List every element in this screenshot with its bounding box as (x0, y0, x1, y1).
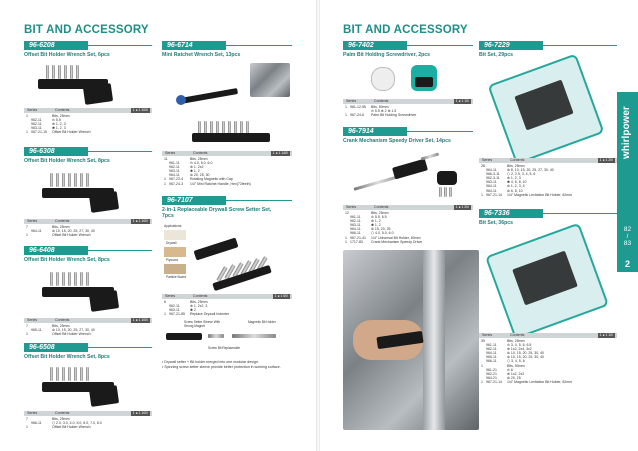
spec-row (479, 193, 617, 197)
product-code: 96-6714 (162, 41, 226, 50)
spec-desc: Bits, 25mm (507, 164, 525, 168)
product-image (479, 61, 617, 156)
spec-qty: 35 (481, 339, 485, 343)
drywall-swatch (164, 230, 186, 240)
product-image (24, 167, 152, 217)
spec-part-no: 964-11 (169, 173, 180, 178)
spec-qty: 1 (26, 425, 28, 430)
spec-header: Series Contents 1 ● 1 100/ (24, 108, 152, 113)
spec-part-no: 962-11 (31, 122, 42, 127)
spec-part-no: 967-24-6 (350, 113, 365, 118)
product-96-6408 (24, 246, 152, 336)
product-title: Bit Set, 29pcs (479, 52, 514, 58)
spec-desc: ⊝ 5.5, 6.5 (371, 215, 387, 220)
spec-rows (479, 164, 617, 197)
spec-rows (24, 114, 152, 134)
spec-desc: 1/4" Magnetic Levitation Bit Holder, 62mm (507, 192, 573, 197)
diagram-label: Screw Setter Sleeve With Strong Magnet (184, 320, 221, 329)
spec-part-no: 964-11 (350, 227, 361, 232)
pack-icon: 1 ● 1 100/ (132, 411, 148, 415)
spec-desc: Offset Bit Holder Wrench (52, 332, 91, 337)
product-image (162, 61, 292, 149)
spec-desc: Bits, 25mm (52, 114, 70, 118)
spec-row (162, 182, 292, 186)
spec-desc: ⊛ 10, 15, 20, 25, 27, 30, 40 (52, 229, 95, 234)
page-number: 83 (623, 240, 632, 247)
spec-desc: Bits, 25mm (371, 211, 389, 215)
spec-part-no: 962-3-11 (486, 176, 500, 181)
spec-desc: Bits, 25mm (52, 417, 70, 421)
product-code: 96-7336 (479, 209, 543, 218)
spec-desc: ⊕ 1, 2 (371, 219, 381, 224)
product-title: Offset Bit Holder Wrench Set, 6pcs (24, 52, 110, 58)
spec-header: Series Contents 1 ● 1 60/ (162, 294, 292, 299)
spec-part-no: 967-21-14 (486, 379, 502, 384)
spec-desc: 1/4" Mini Ratchet Handle, Hex(72teeth) (190, 181, 251, 186)
product-code: 96-6508 (24, 343, 88, 352)
spec-part-no: 961-11 (486, 343, 497, 348)
spec-part-no: 962-11 (31, 118, 42, 123)
product-title: Crank Mechanism Speedy Driver Set, 14pcs (343, 138, 451, 144)
spec-desc: ✱ 1, 2, 3 (52, 126, 66, 131)
spec-qty: 1 (481, 192, 483, 197)
product-96-6714 (162, 41, 292, 186)
spec-desc: ⊝ 4.0, 5.0, 6.0 (190, 161, 213, 166)
spec-desc: Crank Mechanism Speedy Driver (371, 239, 423, 244)
spec-part-no: 967-24-3 (169, 181, 184, 186)
spec-qty: 1 (345, 105, 347, 109)
pack-icon: 1 ● 1 10/ (599, 333, 613, 337)
spec-part-no: 962-21 (486, 371, 497, 376)
pack-icon: 1 ● 1 100/ (132, 318, 148, 322)
pack-icon: 1 ● 1 100/ (132, 219, 148, 223)
spec-qty: 7 (26, 225, 28, 229)
spec-part-no: 965-11 (31, 328, 42, 333)
spec-part-no: 964-11 (486, 351, 497, 356)
spec-desc: ⬡ 3, 4, 5, 6 (507, 359, 525, 364)
spec-qty: 1 (26, 233, 28, 238)
spec-part-no (31, 233, 52, 237)
spec-rows (162, 300, 292, 316)
spec-header: Series Contents 1 ● 1 20/ (343, 205, 473, 210)
product-title: 2-in-1 Replaceable Drywall Screw Setter Set, 7pcs (162, 207, 272, 219)
spec-part-no: 966-11 (31, 421, 42, 426)
spec-part-no: 964-11 (486, 184, 497, 189)
product-96-7336 (479, 209, 617, 384)
spec-desc: ⬡ 4.0, 5.0, 6.0 (371, 231, 394, 236)
spec-part-no: 961-12-55 (350, 105, 366, 109)
product-image (24, 363, 152, 409)
spec-qty: 1 (164, 177, 166, 182)
product-title: Offset Bit Holder Wrench Set, 8pcs (24, 158, 110, 164)
spec-header: Series Contents 1 ● 1 100/ (24, 318, 152, 323)
product-image (343, 147, 473, 203)
spec-desc: Bits, 25mm (190, 157, 208, 161)
spec-desc: ⊕ 1x2, 2x2 (507, 371, 525, 376)
spec-qty: 1 (481, 379, 483, 384)
spec-desc: Bits, 25mm (52, 225, 70, 229)
spec-part-no: 962-11 (169, 165, 180, 170)
spec-desc: Bits, 50mm (371, 105, 389, 109)
pack-icon: 1 ● 1 20/ (599, 158, 613, 162)
spec-desc: ⊕ 1, 2, 3 (52, 122, 66, 127)
spec-qty: 7 (26, 324, 28, 328)
applications-label: Applications: (164, 224, 183, 228)
spec-desc: ⊛ 10, 15, 20, 25, 27, 30, 40 (52, 328, 95, 333)
spec-part-no: 964-11 (31, 229, 42, 234)
spec-part-no: 964-11 (486, 188, 497, 193)
diagram-label: Magnetic Bit Holder (248, 320, 276, 325)
product-title: Offset Bit Holder Wrench Set, 8pcs (24, 354, 110, 360)
product-title: Palm Bit Holding Screwdriver, 2pcs (343, 52, 431, 58)
spec-qty: 7 (26, 417, 28, 421)
spec-desc: Bits, 25mm (52, 324, 70, 328)
spec-part-no: 966-11 (350, 231, 361, 236)
spec-rows (24, 225, 152, 237)
spec-desc: ⊛ 6, 8, 10 (507, 188, 523, 193)
spec-desc: ⊝ 5.5 ⊕ 2 ⊕ 1.5 (371, 109, 397, 114)
spec-desc: ⊝ 6 (507, 367, 513, 372)
section-title: BIT AND ACCESSORY (343, 24, 468, 36)
pack-icon: 1 ● 1 20/ (455, 205, 469, 209)
spec-desc: ⊕ 1, 2x2 (190, 165, 204, 170)
spec-qty: 1 (164, 312, 166, 317)
spec-rows (343, 105, 473, 117)
spec-rows (24, 417, 152, 429)
product-image (24, 266, 152, 316)
spec-qty: 1 (345, 235, 347, 240)
product-code: 96-6408 (24, 246, 88, 255)
spec-row (24, 130, 152, 134)
spec-part-no: 962-11 (350, 219, 361, 224)
spec-qty: 1 (26, 130, 28, 135)
usage-photo (343, 250, 479, 430)
page-number: 82 (623, 226, 632, 233)
spec-part-no: 962-11 (169, 304, 180, 309)
spec-header: Series Contents 1 ● 1 100/ (24, 219, 152, 224)
pack-icon: 1 ● 1 10/ (455, 99, 469, 103)
spec-desc: 1/4" Magnetic Levitation Bit Holder, 62mm (507, 379, 573, 384)
spec-desc: ⊛ 20, 25, 30 (190, 173, 210, 178)
section-title: BIT AND ACCESSORY (24, 24, 149, 36)
spec-part-no: 961-11 (350, 215, 361, 220)
spec-desc: ⊕ 1, 2, 3 (507, 176, 521, 181)
spec-desc: Offset Bit Holder Wrench (52, 233, 91, 238)
product-code: 96-7107 (162, 196, 226, 205)
spec-qty: 1 (26, 114, 28, 118)
product-code: 96-6208 (24, 41, 88, 50)
spec-desc: Bits, 50mm (507, 363, 525, 368)
spec-rows (24, 324, 152, 336)
spec-desc: ⊕ 1x2, 2x4, 3x2 (507, 347, 532, 352)
spec-desc: Rotating Magnetic with Cap (190, 177, 233, 182)
product-title: Bit Set, 36pcs (479, 220, 514, 226)
product-96-7402 (343, 41, 473, 117)
spec-part-no: 964-11 (486, 168, 497, 173)
product-96-7107 (162, 196, 292, 370)
spec-desc: ⊛ 10, 15, 20, 25, 30, 40 (507, 355, 544, 360)
spec-desc: Offset Bit Holder Wrench (52, 130, 91, 135)
particle-board-swatch (164, 264, 186, 274)
product-96-6208 (24, 41, 152, 134)
spec-desc: Bits, 25mm (190, 300, 208, 304)
spec-desc: ⊛ 20, 25 (507, 375, 521, 380)
spec-rows (343, 211, 473, 244)
spec-part-no: 963-11 (486, 180, 497, 185)
product-96-6508 (24, 343, 152, 429)
spec-desc: ✱ 1, 2 (190, 169, 200, 174)
spec-qty: 1 (26, 332, 28, 337)
spec-part-no: 967-21-14 (486, 192, 502, 197)
product-96-7229 (479, 41, 617, 197)
side-tab (617, 92, 638, 268)
spec-header: Series Contents 1 ● 1 10/ (343, 99, 473, 104)
spec-desc: ⬡ 2.0, 3.0, 4.0, 5.0, 6.0, 7.0, 8.0 (52, 421, 102, 426)
product-code: 96-7229 (479, 41, 543, 50)
product-title: Mini Ratchet Wrench Set, 13pcs (162, 52, 241, 58)
spec-desc: Replace Drywall Indenter (190, 312, 230, 317)
spec-header: Series Contents 1 ● 1 140/ (162, 151, 292, 156)
spec-part-no: 1717-83 (350, 239, 363, 244)
feature-note: • Drywall setter + Bit holder merged into one modular design. (162, 360, 259, 365)
spec-part-no: 961-11 (169, 161, 180, 166)
product-image: Applications: Drywall Plywood Particle Board (162, 222, 292, 292)
spec-desc: Bits, 25mm (507, 339, 525, 343)
spec-rows (162, 157, 292, 186)
spec-part-no: 967-21-85 (169, 312, 185, 317)
left-page (0, 0, 318, 451)
spec-qty: 1 (481, 363, 483, 368)
feature-note: • Spinning screw setter sleeve provide better protection in working surface. (162, 365, 281, 370)
spec-part-no: 964-21 (486, 375, 497, 380)
plywood-swatch (164, 247, 186, 257)
spec-row (24, 332, 152, 336)
spec-row (24, 233, 152, 237)
spec-row (343, 240, 473, 244)
spec-desc: ⊝ 5.5 (52, 118, 61, 123)
spec-desc: ⊛ 15, 20, 25 (371, 227, 391, 232)
spec-part-no: 967-21-41 (350, 235, 366, 240)
spec-qty: 1 (345, 239, 347, 244)
spec-desc: ✱ 4, 6, 8, 10 (507, 180, 527, 185)
product-image (24, 61, 152, 106)
product-code: 96-7402 (343, 41, 407, 50)
spec-part-no: 963-11 (350, 223, 361, 228)
spec-desc: ⊛ 8, 10, 15, 20, 25, 27, 30, 40 (507, 168, 554, 173)
spec-part-no: 963-11 (31, 126, 42, 131)
pack-icon: 1 ● 1 140/ (272, 151, 288, 155)
spec-desc: ⬡ 2, 2.5, 3, 4, 5, 6 (507, 172, 536, 177)
spec-desc: ✱ 2 (190, 308, 196, 313)
product-96-7914 (343, 127, 473, 430)
spec-part-no (31, 332, 52, 336)
spec-row (479, 380, 617, 384)
spec-qty: 28 (481, 164, 485, 168)
spec-desc: ⊛ 10, 15, 20, 25, 30, 40 (507, 351, 544, 356)
spec-part-no: 962-11 (486, 347, 497, 352)
spec-part-no: 967-22-4 (169, 177, 184, 182)
exploded-diagram (162, 320, 292, 360)
spec-qty: 11 (164, 157, 168, 161)
spec-part-no: 967-21-15 (31, 130, 47, 135)
spec-header: Series Contents 1 ● 1 20/ (479, 158, 617, 163)
spec-desc: ✱ 1, 2 (371, 223, 381, 228)
spec-header: Series Contents 1 ● 1 10/ (479, 333, 617, 338)
spec-part-no: 966-11 (486, 359, 497, 364)
pack-icon: 1 ● 1 100/ (132, 108, 148, 112)
chapter-number: 2 (617, 256, 638, 272)
spec-qty: 6 (164, 300, 166, 304)
spec-desc: 1/4" Universal Bit Holder, 60mm (371, 235, 421, 240)
spec-row (24, 425, 152, 429)
spec-qty: 1 (345, 113, 347, 118)
page-divider: / (626, 233, 629, 240)
spec-part-no: 963-11 (169, 308, 180, 313)
spec-qty: 1 (164, 181, 166, 186)
spec-row (343, 113, 473, 117)
pack-icon: 1 ● 1 60/ (274, 294, 288, 298)
spec-desc: ⊝ 3, 4, 5, 6, 6.5 (507, 343, 532, 348)
spec-rows (479, 339, 617, 384)
spec-row (162, 312, 292, 316)
spec-part-no: 965-11 (486, 355, 497, 360)
spec-part-no (31, 425, 52, 429)
product-image (343, 61, 473, 97)
diagram-label: Screw Bit Replaceable (208, 346, 241, 351)
spec-part-no: 961-21 (486, 367, 497, 372)
spec-desc: Palm Bit Holding Screwdriver (371, 113, 417, 118)
right-page (319, 0, 638, 451)
spec-header: Series Contents 1 ● 1 100/ (24, 411, 152, 416)
product-code: 96-7914 (343, 127, 407, 136)
product-96-6308 (24, 147, 152, 237)
spec-desc: ⊕ 1, 2x2, 3 (190, 304, 208, 309)
spec-qty: 12 (345, 211, 349, 215)
spec-part-no: 963-11 (169, 169, 180, 174)
brand-logo: whirlpower (621, 106, 632, 160)
spec-part-no: 966-3-11 (486, 172, 500, 177)
spec-desc: ⊛ 1, 2, 3, 4 (507, 184, 525, 189)
product-title: Offset Bit Holder Wrench Set, 8pcs (24, 257, 110, 263)
product-code: 96-6308 (24, 147, 88, 156)
product-image (479, 229, 617, 331)
spec-desc: Offset Bit Holder Wrench (52, 425, 91, 430)
